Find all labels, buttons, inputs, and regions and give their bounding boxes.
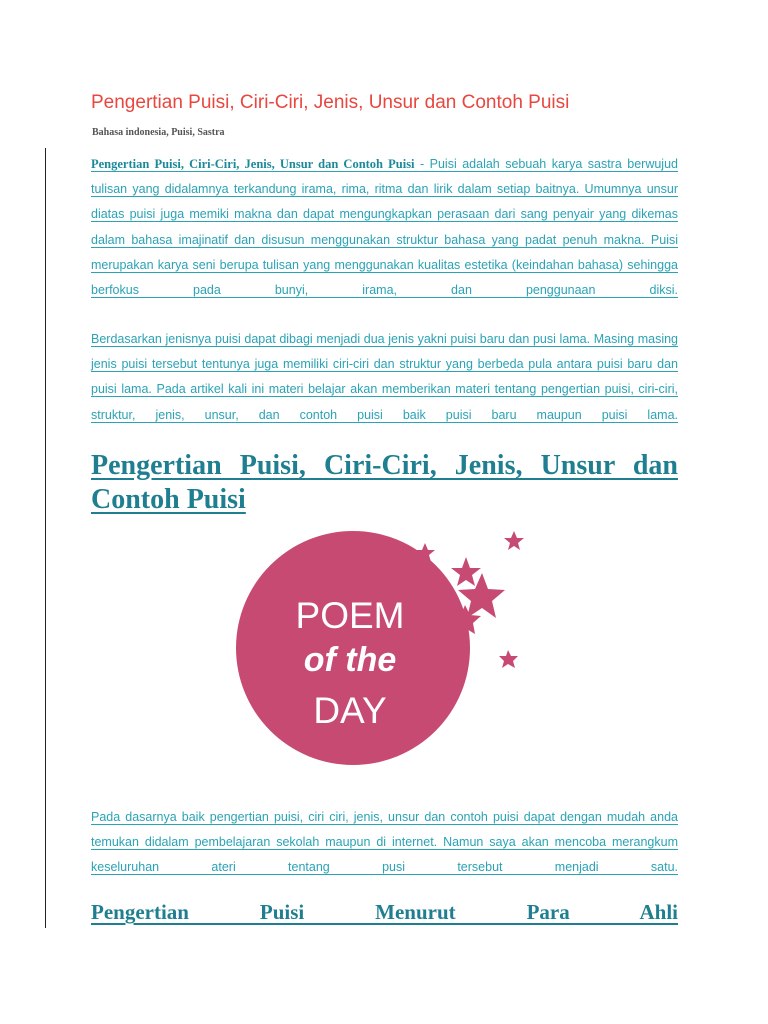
types-paragraph[interactable]: Berdasarkan jenisnya puisi dapat dibagi menjadi dua jenis yakni puisi baru dan pusi lama. Masing masing jenis puisi tersebut tentunya juga memiliki ciri-ciri dan struktur yang berbeda pula antara puisi baru dan puisi lama. Pada artikel kali ini materi belajar akan memberikan materi tentang pengertian puisi, ciri-ciri, struktur, jenis, unsur, dan contoh puisi baik puisi baru maupun puisi lama. [91,332,678,422]
logo-star-small-bottom [499,650,518,668]
intro-paragraph[interactable] [91,152,678,303]
section-heading-main[interactable]: Pengertian Puisi, Ciri-Ciri, Jenis, Unsur dan Contoh Puisi [91,450,678,515]
logo-text-day: DAY [313,690,387,731]
category-tags[interactable]: Bahasa indonesia, Puisi, Sastra [92,127,225,138]
summary-paragraph[interactable]: Pada dasarnya baik pengertian puisi, ciri ciri, jenis, unsur dan contoh puisi dapat dengan mudah anda temukan didalam pembelajaran sekolah maupun di internet. Namun saya akan mencoba merangkum keseluruhan ateri tentang pusi tersebut menjadi satu. [91,810,678,875]
logo-text-of-the: of the [303,641,397,679]
logo-star-small-top [504,531,524,550]
intro-body-text[interactable]: - Puisi adalah sebuah karya sastra berwujud tulisan yang didalamnya terkandung irama, rima, ritma dan lirik dalam setiap baitnya. Umumnya unsur diatas puisi juga memiki makna dan dapat mengungkapkan perasaan dari sang penyair yang dikemas dalam bahasa imajinatif dan disusun menggunakan struktur bahasa yang padat penuh makna. Puisi merupakan karya seni berupa tulisan yang menggunakan kualitas estetika (keindahan bahasa) sehingga berfokus pada bunyi, irama, dan penggunaan diksi. [91,157,678,298]
page-title: Pengertian Puisi, Ciri-Ciri, Jenis, Unsur dan Contoh Puisi [91,92,570,113]
section-heading-experts[interactable]: Pengertian Puisi Menurut Para Ahli [91,900,678,924]
poem-of-the-day-logo [225,525,545,785]
intro-lead-link[interactable]: Pengertian Puisi, Ciri-Ciri, Jenis, Unsur dan Contoh Puisi [91,157,415,171]
left-margin-rule [45,148,46,928]
logo-star-medium [451,557,481,586]
logo-text-poem: POEM [295,595,405,636]
